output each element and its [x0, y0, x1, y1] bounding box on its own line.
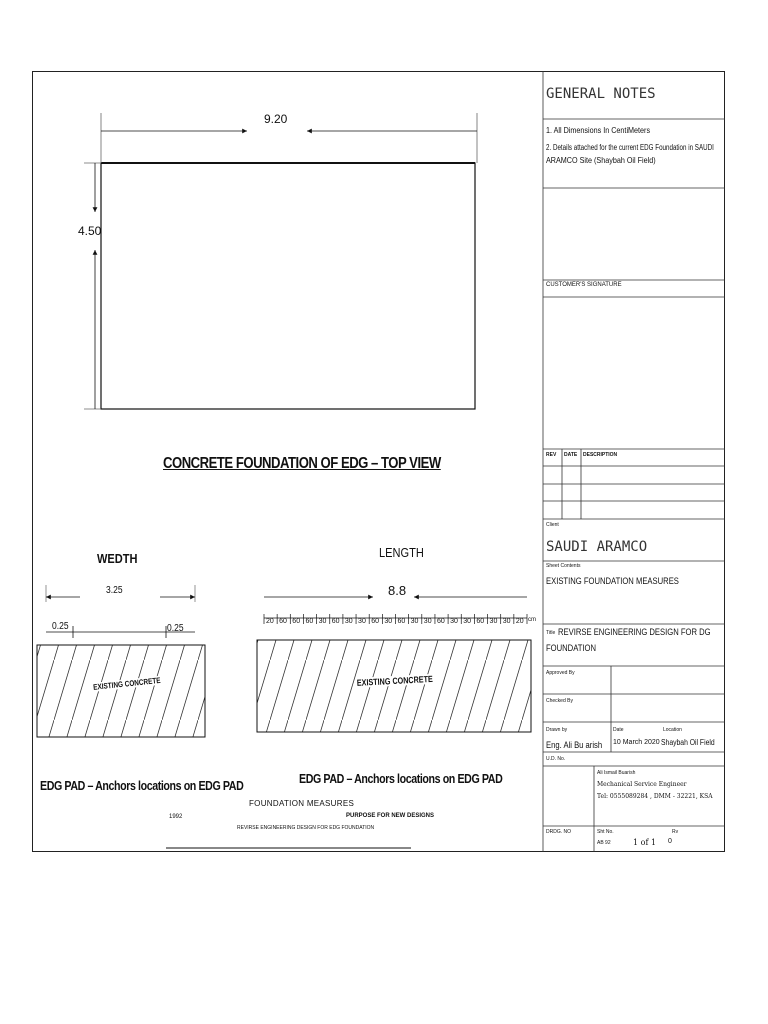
checked-by-label: Checked By: [546, 698, 573, 704]
segment-label: 60: [331, 618, 340, 625]
top-height-dimension: 4.50: [78, 224, 102, 238]
sheet-no-code: AB 92: [597, 840, 611, 846]
date-label: Date: [613, 727, 624, 733]
segment-label: 20: [266, 618, 274, 625]
rev-column-header: REV: [546, 452, 557, 458]
title-line-2: FOUNDATION: [546, 643, 597, 653]
width-fill-label: EXISTING CONCRETE: [92, 675, 161, 692]
client-name: SAUDI ARAMCO: [546, 539, 648, 555]
sheet-contents-label: Sheet Contents: [546, 563, 581, 569]
footer-project: REVIRSE ENGINEERING DESIGN FOR EDG FOUNDATION: [237, 825, 375, 831]
length-unit: cm: [528, 617, 536, 623]
segment-label: 30: [423, 618, 432, 625]
length-overall-dimension: 8.8: [388, 583, 407, 598]
segment-label: 60: [436, 618, 445, 625]
location: Shaybah Oil Field: [661, 738, 715, 747]
segment-label: 30: [410, 618, 419, 625]
top-view-title: CONCRETE FOUNDATION OF EDG – TOP VIEW: [163, 455, 441, 472]
length-concrete-section: [257, 640, 531, 732]
note-1: 1. All Dimensions In CentiMeters: [546, 126, 651, 135]
customer-signature-label: CUSTOMER'S SIGNATURE: [546, 282, 622, 288]
segment-label: 20: [515, 618, 524, 625]
left-offset-dimension: 0.25: [52, 621, 69, 632]
sheet-no-label: Sht No.: [597, 829, 614, 835]
engineer-contact: Tel: 0555089284 , DMM - 32221, KSA: [597, 793, 713, 800]
engineer-title: Mechanical Service Engineer: [597, 781, 687, 788]
drawing-date: 10 March 2020: [613, 739, 660, 746]
segment-label: 60: [371, 618, 379, 625]
segment-label: 30: [489, 618, 498, 625]
segment-label: 30: [358, 618, 366, 625]
segment-label: 30: [450, 618, 458, 625]
footer-purpose: PURPOSE FOR NEW DESIGNS: [346, 813, 435, 819]
width-caption: EDG PAD – Anchors locations on EDG PAD: [40, 778, 244, 793]
note-2-line2: ARAMCO Site (Shaybah Oil Field): [546, 156, 656, 165]
width-heading: WEDTH: [97, 551, 138, 566]
segment-label: 30: [344, 618, 353, 625]
rev-value: 0: [668, 838, 672, 845]
general-notes-heading: GENERAL NOTES: [546, 86, 656, 102]
location-label: Location: [663, 727, 682, 733]
top-view-rect: [101, 163, 475, 409]
ud-no-label: U.D. No.: [546, 756, 566, 762]
footer-year: 1992: [169, 814, 183, 820]
segment-label: 60: [305, 618, 314, 625]
segment-label: 60: [476, 618, 485, 625]
drawn-by: Eng. Ali Bu arish: [546, 740, 603, 750]
right-offset-dimension: 0.25: [167, 623, 184, 634]
segment-label: 30: [384, 618, 393, 625]
title-block-grid: [543, 71, 725, 852]
top-width-dimension: 9.20: [264, 112, 288, 126]
approved-by-label: Approved By: [546, 670, 575, 676]
note-2-line1: 2. Details attached for the current EDG Foundation in SAUDI: [546, 143, 714, 152]
length-fill-label: EXISTING CONCRETE: [356, 673, 434, 688]
date-column-header: DATE: [564, 452, 578, 458]
sheet-contents: EXISTING FOUNDATION MEASURES: [546, 576, 679, 586]
segment-ticks: [264, 614, 527, 624]
width-concrete-section: [37, 645, 205, 737]
length-caption: EDG PAD – Anchors locations on EDG PAD: [299, 771, 503, 786]
engineer-name: Ali Ismail Buarish: [597, 770, 636, 776]
title-label: Title: [546, 630, 556, 636]
client-label: Client: [546, 522, 559, 528]
width-overall-dimension: 3.25: [106, 585, 123, 596]
segment-label: 60: [397, 618, 406, 625]
segment-label: 60: [292, 618, 301, 625]
segment-label: 30: [502, 618, 511, 625]
segment-label: 30: [318, 618, 327, 625]
foundation-measures-label: FOUNDATION MEASURES: [249, 799, 355, 808]
length-heading: LENGTH: [379, 545, 424, 560]
top-view: [84, 113, 477, 409]
segment-label: 60: [279, 618, 287, 625]
title-line-1: REVIRSE ENGINEERING DESIGN FOR DG: [558, 627, 711, 637]
drawn-by-label: Drawn by: [546, 727, 568, 733]
sheet-no-value: 1 of 1: [633, 838, 657, 847]
rev-label: Rv: [672, 829, 679, 835]
width-section: [37, 585, 205, 737]
description-column-header: DESCRIPTION: [583, 452, 618, 458]
segment-label: 30: [463, 618, 472, 625]
drwg-no-label: DRDG. NO: [546, 829, 571, 835]
